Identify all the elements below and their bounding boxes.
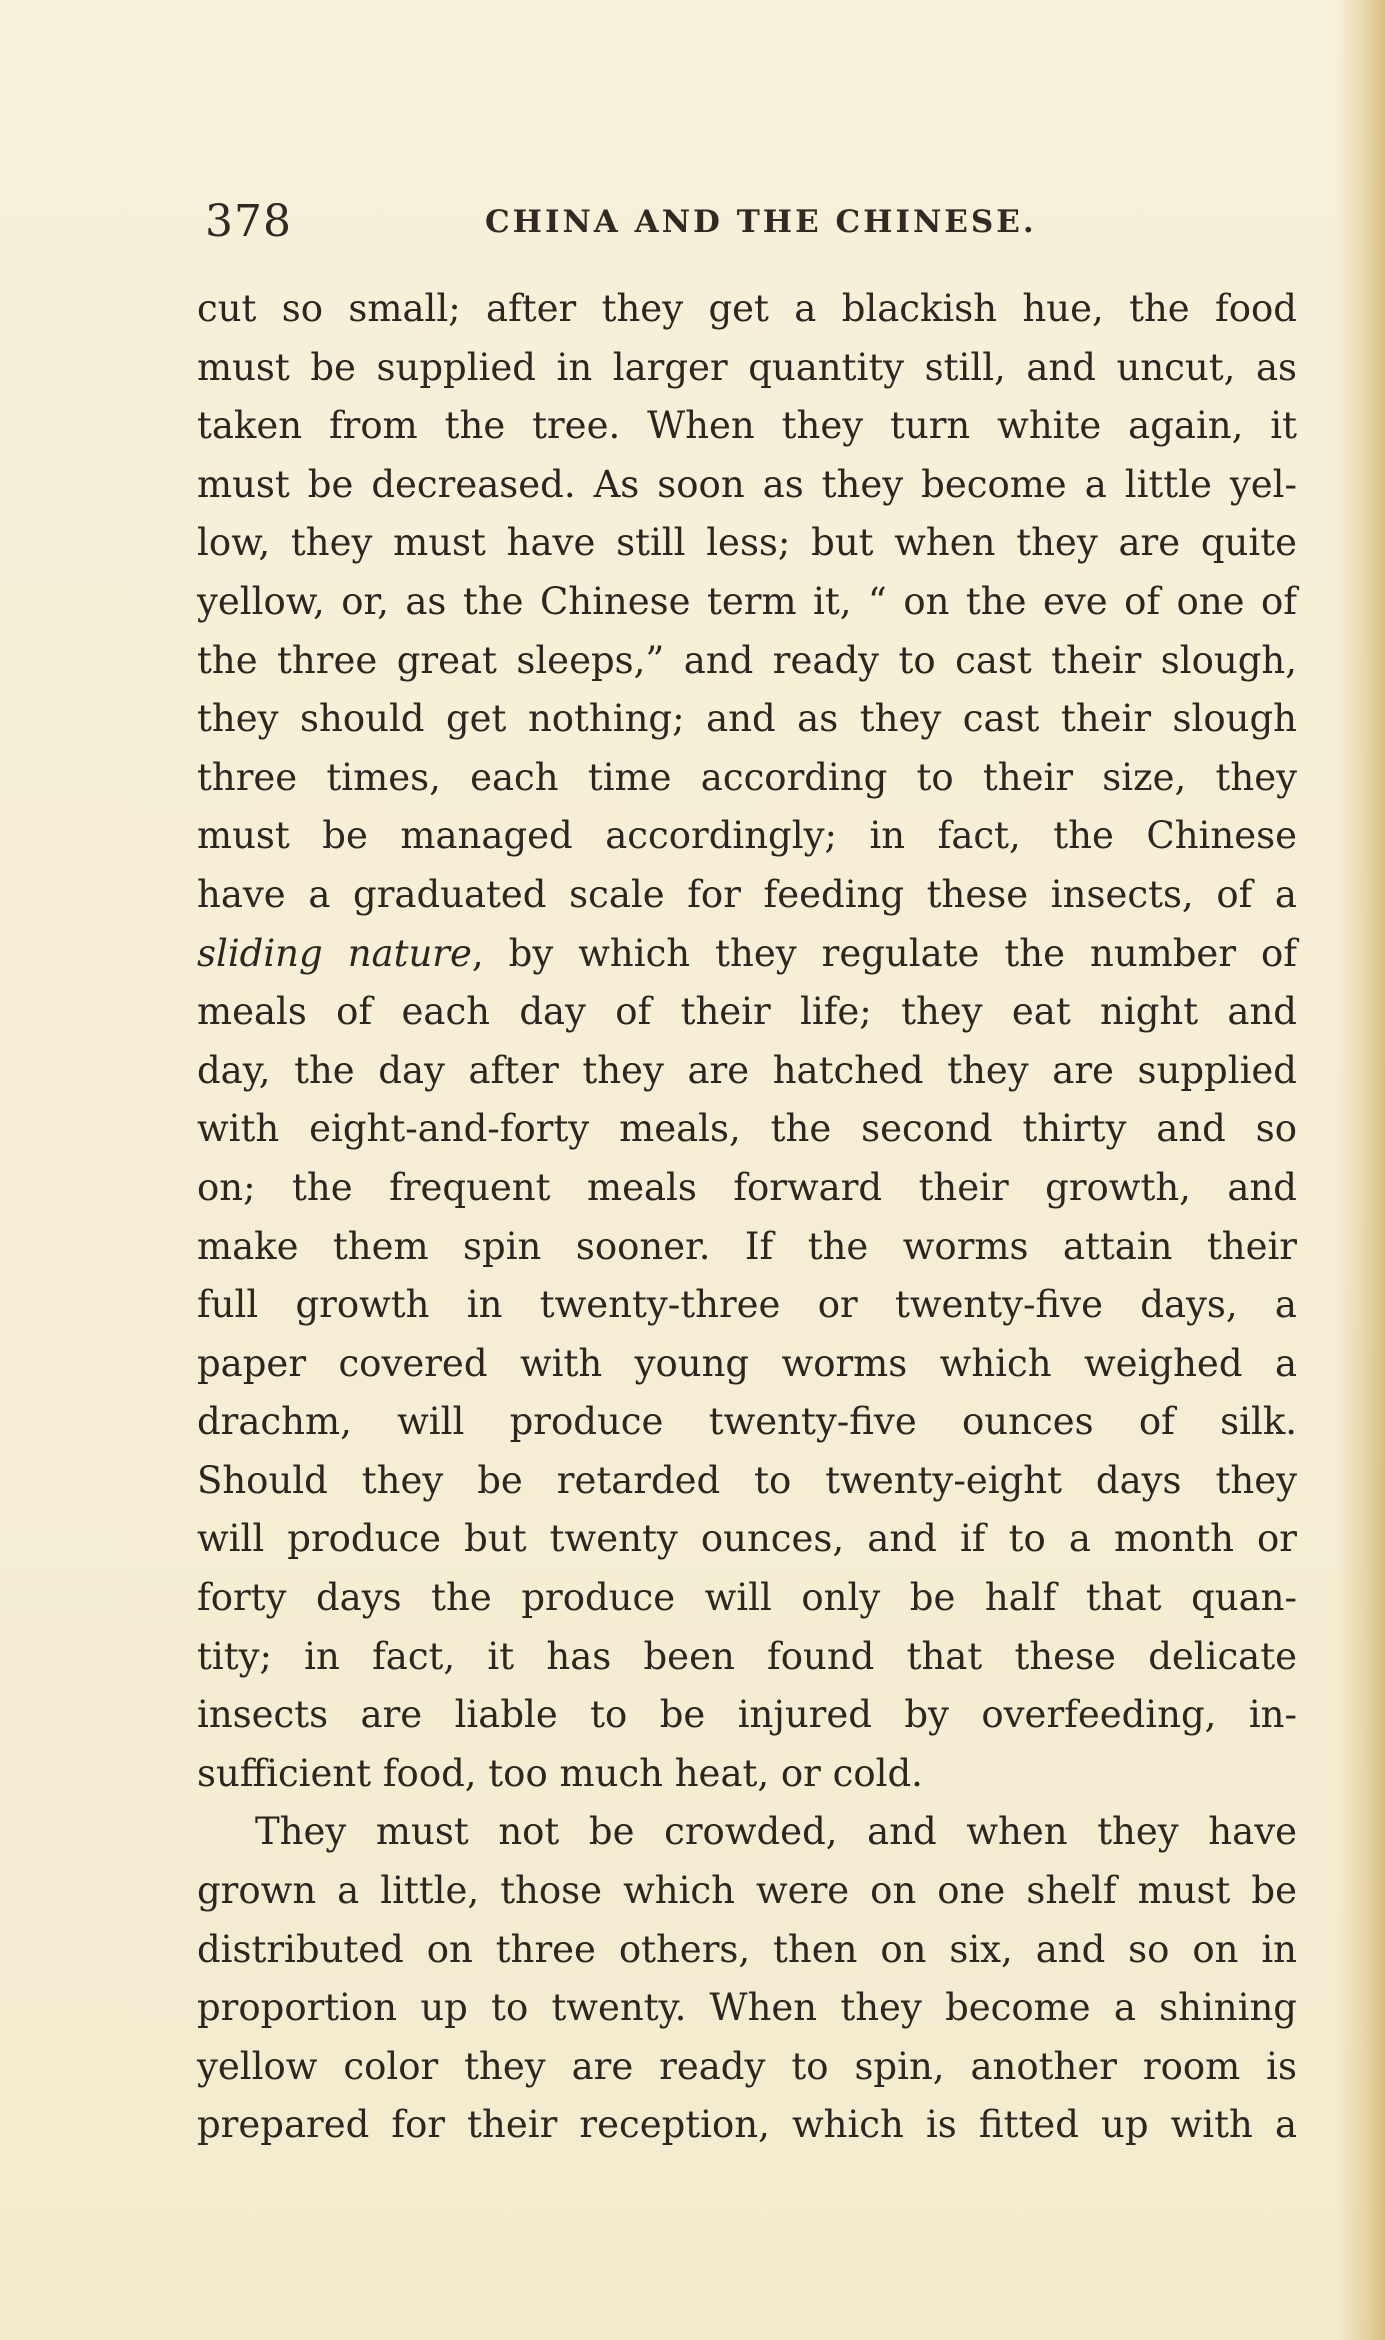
text-fragment: taken from the tree. When they turn white again, it: [197, 404, 1297, 448]
text-line: [197, 925, 1297, 984]
running-title: CHINA AND THE CHINESE.: [485, 204, 1037, 240]
text-line: [197, 573, 1297, 632]
text-line: [197, 339, 1297, 398]
text-fragment: tity; in fact, it has been found that these delicate: [197, 1634, 1297, 1678]
text-line: [197, 1686, 1297, 1745]
text-line: [197, 2038, 1297, 2097]
text-fragment: make them spin sooner. If the worms attain their: [197, 1224, 1297, 1268]
text-fragment: Should they be retarded to twenty-eight days they: [197, 1458, 1297, 1502]
text-line: [197, 983, 1297, 1042]
text-fragment: must be managed accordingly; in fact, the Chinese: [197, 814, 1297, 858]
text-line: [197, 1510, 1297, 1569]
text-line: [197, 2096, 1297, 2155]
text-fragment: sufficient food, too much heat, or cold.: [197, 1751, 923, 1795]
text-line: [197, 1100, 1297, 1159]
text-line: [197, 690, 1297, 749]
text-fragment: paper covered with young worms which weighed a: [197, 1341, 1297, 1385]
text-line: [197, 1745, 1297, 1804]
text-line: [197, 807, 1297, 866]
body-text: [197, 280, 1297, 2155]
italic-text: sliding nature: [197, 931, 472, 975]
text-fragment: low, they must have still less; but when they are quite: [197, 521, 1297, 565]
text-line: [197, 1979, 1297, 2038]
text-fragment: insects are liable to be injured by overfeeding, in-: [197, 1693, 1297, 1737]
text-line: [197, 1276, 1297, 1335]
text-line: [197, 1569, 1297, 1628]
text-line: [197, 1159, 1297, 1218]
text-line: [197, 1862, 1297, 1921]
text-fragment: they should get nothing; and as they cast their slough: [197, 697, 1297, 741]
text-fragment: on; the frequent meals forward their growth, and: [197, 1165, 1297, 1209]
text-fragment: must be decreased. As soon as they become a little yel-: [197, 462, 1297, 506]
text-line: [197, 1393, 1297, 1452]
text-fragment: full growth in twenty-three or twenty-five days, a: [197, 1283, 1297, 1327]
text-line: [197, 280, 1297, 339]
text-line: [197, 1335, 1297, 1394]
text-fragment: forty days the produce will only be half that quan-: [197, 1576, 1297, 1620]
text-line: [197, 1628, 1297, 1687]
text-fragment: drachm, will produce twenty-five ounces of silk.: [197, 1400, 1297, 1444]
text-fragment: three times, each time according to their size, they: [197, 755, 1297, 799]
text-fragment: distributed on three others, then on six, and so on in: [197, 1927, 1297, 1971]
text-line: [197, 632, 1297, 691]
text-fragment: will produce but twenty ounces, and if to a month or: [197, 1517, 1297, 1561]
text-fragment: meals of each day of their life; they eat night and: [197, 990, 1297, 1034]
text-line: [197, 456, 1297, 515]
text-fragment: They must not be crowded, and when they have: [255, 1810, 1297, 1854]
text-fragment: must be supplied in larger quantity still, and uncut, as: [197, 345, 1297, 389]
text-fragment: the three great sleeps,” and ready to cast their slough,: [197, 638, 1297, 682]
text-fragment: grown a little, those which were on one shelf must be: [197, 1869, 1297, 1913]
text-line: [197, 514, 1297, 573]
text-line: [197, 397, 1297, 456]
text-line: [197, 1452, 1297, 1511]
text-line: [197, 1218, 1297, 1277]
text-line: [197, 1921, 1297, 1980]
text-line: [197, 1042, 1297, 1101]
text-fragment: with eight-and-forty meals, the second thirty and so: [197, 1107, 1297, 1151]
text-fragment: proportion up to twenty. When they become a shining: [197, 1986, 1297, 2030]
text-fragment: day, the day after they are hatched they are supplied: [197, 1048, 1297, 1092]
text-fragment: yellow, or, as the Chinese term it, “ on the eve of one of: [197, 579, 1297, 623]
text-fragment: cut so small; after they get a blackish hue, the food: [197, 287, 1297, 330]
text-line: [197, 749, 1297, 808]
page-header: [205, 196, 1295, 256]
page-number: 378: [205, 196, 292, 247]
text-line: [197, 1803, 1297, 1862]
text-fragment: prepared for their reception, which is fitted up with a: [197, 2103, 1297, 2147]
text-line: [197, 866, 1297, 925]
text-fragment: yellow color they are ready to spin, another room is: [197, 2044, 1297, 2088]
text-fragment: have a graduated scale for feeding these insects, of a: [197, 872, 1297, 916]
text-fragment: , by which they regulate the number of: [471, 931, 1297, 975]
